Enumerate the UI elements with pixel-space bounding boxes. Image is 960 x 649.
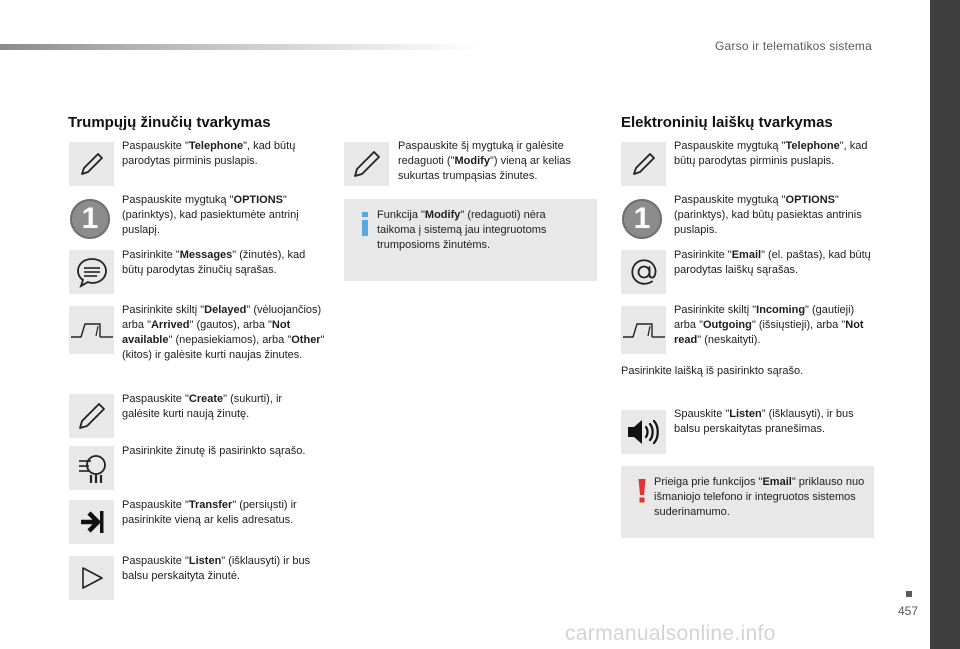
email-select-text: Pasirinkite laišką iš pasirinkto sąrašo. [621,365,804,377]
tab-icon [622,320,666,340]
sms-step-transfer: Paspauskite "Transfer" (persiųsti) ir pasirinkite vieną ar kelis adresatus. [122,499,297,526]
bold-term: OPTIONS [233,194,284,206]
pencil-icon [629,149,659,179]
bold-term: Listen [729,408,762,420]
email-step-telephone: Paspauskite mygtuką "Telephone", kad būtų parodytas pirminis puslapis. [674,140,868,167]
tab-icon [70,320,114,340]
email-step-tabs: Pasirinkite skiltį "Incoming" (gautieji) arba "Outgoing" (išsiųstieji), arba "Not read" (neskaityti). [674,304,864,346]
bold-term: Messages [179,249,233,261]
incoming-tab-button[interactable] [621,306,666,354]
transfer-icon [77,507,107,537]
bold-term: Not available [122,319,291,346]
delayed-tab-button[interactable] [69,306,114,354]
info-note-text: Funkcija "Modify" (redaguoti) nėra taikoma į sistemą jau integruotoms trumposioms žinutėms. [377,209,547,251]
messages-icon [75,256,109,288]
pencil-icon [350,147,384,181]
bold-term: Email [762,476,792,488]
play-icon [78,564,106,592]
list-select-icon [74,450,110,486]
telephone-button[interactable] [621,142,666,186]
messages-button[interactable] [69,250,114,294]
number-one-icon: 1 [70,199,110,239]
bold-term: Listen [188,555,222,567]
info-icon [358,212,372,236]
sms-step-messages: Pasirinkite "Messages" (žinutės), kad būtų parodytas žinučių sąrašas. [122,249,306,276]
sms-step-telephone: Paspauskite "Telephone", kad būtų parodytas pirminis puslapis. [122,140,296,167]
page-number: 457 [898,604,919,618]
sms-step-tabs: Pasirinkite skiltį "Delayed" (vėluojančios) arba "Arrived" (gautos), arba "Not available" (nepasiekiamos), arba "Other" (kitos) ir galėsite kurti naujas žinutes. [122,304,325,361]
page-marker [906,591,912,597]
email-step-email: Pasirinkite "Email" (el. paštas), kad būtų parodytas laiškų sąrašas. [674,249,871,276]
sms-step-listen: Paspauskite "Listen" (išklausyti) ir bus balsu perskaityta žinutė. [122,555,311,582]
message-list-item[interactable] [69,446,114,490]
bold-term: Modify [424,209,461,221]
email-step-listen: Spauskite "Listen" (išklausyti), ir bus balsu perskaitytas pranešimas. [674,408,854,435]
number-one-icon: 1 [622,199,662,239]
create-button[interactable] [69,394,114,438]
sms-step-options: Paspauskite mygtuką "OPTIONS" (parinktys), kad pasiektumėte antrinį puslapį. [122,194,299,236]
bold-term: Telephone [188,140,244,152]
bold-term: Other [291,334,321,346]
warning-note [621,466,874,538]
pencil-icon [77,149,107,179]
email-button[interactable] [621,250,666,294]
bold-term: Transfer [188,499,233,511]
warning-icon [635,479,649,503]
bold-term: OPTIONS [785,194,836,206]
bold-term: Telephone [785,140,840,152]
transfer-button[interactable] [69,500,114,544]
info-note [344,199,597,281]
pencil-icon [75,399,109,433]
modify-button[interactable] [344,142,389,186]
email-section-title: Elektroninių laiškų tvarkymas [621,114,833,131]
modify-step: Paspauskite šį mygtuką ir galėsite redaguoti ("Modify") vieną ar kelias sukurtas trumpąsias žinutes. [398,140,571,182]
bold-term: Email [731,249,762,261]
bold-term: Outgoing [702,319,752,331]
listen-button[interactable] [69,556,114,600]
header-title: Garso ir telematikos sistema [715,39,872,53]
email-step-options: Paspauskite mygtuką "OPTIONS" (parinktys), kad būtų pasiektas antrinis puslapis. [674,194,862,236]
bold-term: Incoming [756,304,806,316]
sms-step-create: Paspauskite "Create" (sukurti), ir galėsite kurti naują žinutę. [122,393,283,420]
email-at-icon [628,256,660,288]
watermark: carmanualsonline.info [565,622,776,645]
telephone-button[interactable] [69,142,114,186]
side-strip [930,0,960,649]
sms-step-select: Pasirinkite žinutę iš pasirinkto sąrašo. [122,445,306,457]
bold-term: Arrived [150,319,190,331]
bold-term: Create [188,393,224,405]
header-gradient-bar [0,44,480,50]
warning-note-text: Prieiga prie funkcijos "Email" priklauso nuo išmaniojo telefono ir integruotos sistemos suderinamumo. [654,476,865,518]
bold-term: Delayed [204,304,247,316]
sms-section-title: Trumpųjų žinučių tvarkymas [68,114,271,131]
email-listen-button[interactable] [621,410,666,454]
bold-term: Modify [454,155,490,167]
speaker-icon [625,417,663,447]
bold-term: Not read [674,319,864,346]
